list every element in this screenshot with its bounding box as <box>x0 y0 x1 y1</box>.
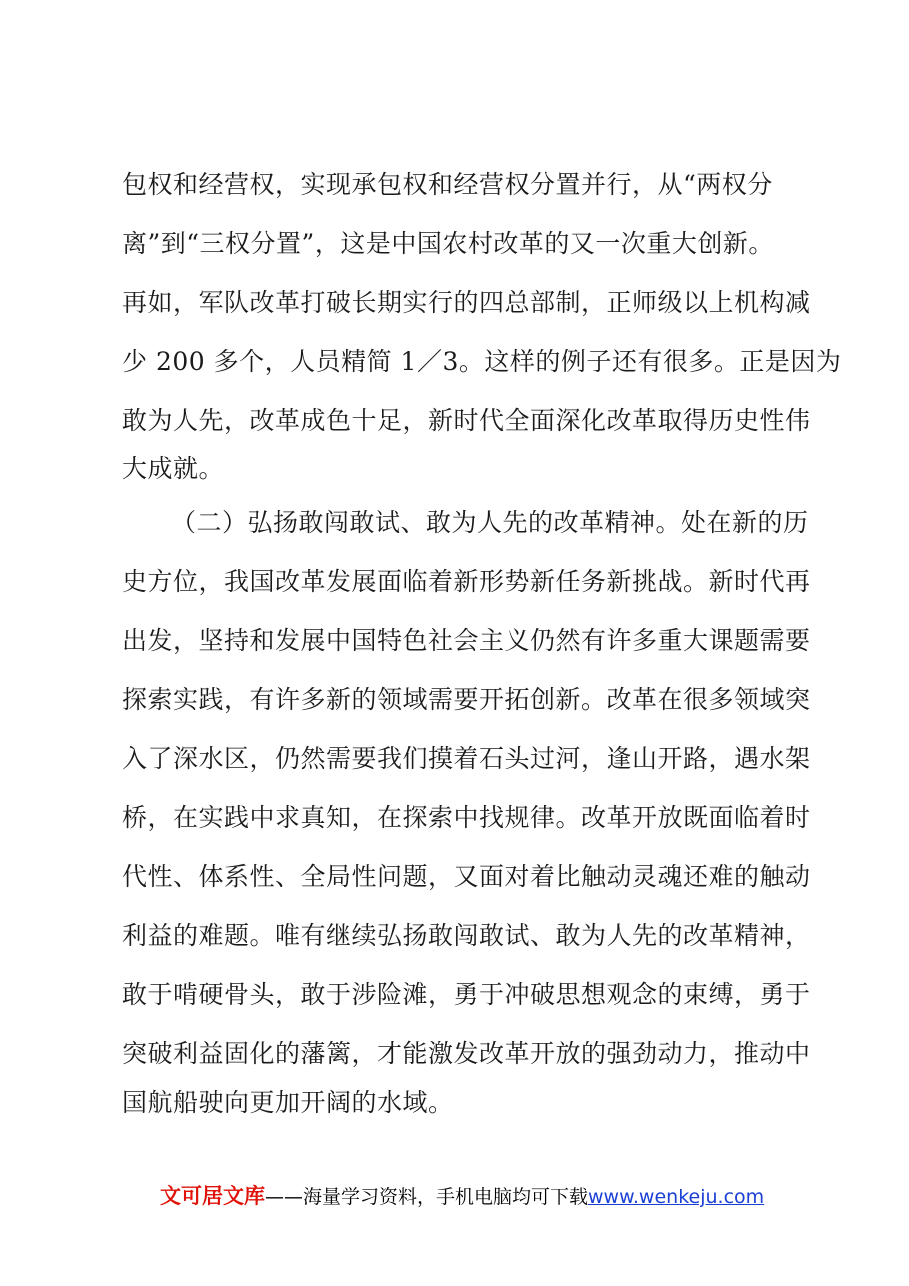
section-heading-line: （二）弘扬敢闯敢试、敢为人先的改革精神。处在新的历 <box>171 508 809 537</box>
paragraph-line: 桥，在实践中求真知，在探索中找规律。改革开放既面临着时 <box>122 803 811 832</box>
paragraph-line: 大成就。 <box>122 454 225 483</box>
paragraph-line: 少 200 多个，人员精简 1／3。这样的例子还有很多。正是因为 <box>122 347 842 376</box>
footer-website-link[interactable]: www.wenkeju.com <box>588 1186 765 1208</box>
footer-brand: 文可居文库 <box>160 1184 265 1208</box>
footer-banner <box>160 1182 764 1211</box>
paragraph-line: 出发，坚持和发展中国特色社会主义仍然有许多重大课题需要 <box>122 626 811 655</box>
paragraph-line: 敢为人先，改革成色十足，新时代全面深化改革取得历史性伟 <box>122 406 811 435</box>
paragraph-line: 入了深水区，仍然需要我们摸着石头过河，逢山开路，遇水架 <box>122 744 811 773</box>
paragraph-line: 包权和经营权，实现承包权和经营权分置并行，从“两权分 <box>122 170 773 199</box>
paragraph-line: 探索实践，有许多新的领域需要开拓创新。改革在很多领域突 <box>122 685 811 714</box>
paragraph-line: 再如，军队改革打破长期实行的四总部制，正师级以上机构减 <box>122 288 811 317</box>
paragraph-line: 史方位，我国改革发展面临着新形势新任务新挑战。新时代再 <box>122 567 811 596</box>
paragraph-line: 突破利益固化的藩篱，才能激发改革开放的强劲动力，推动中 <box>122 1039 811 1068</box>
paragraph-line: 代性、体系性、全局性问题，又面对着比触动灵魂还难的触动 <box>122 862 811 891</box>
paragraph-line: 离”到“三权分置”，这是中国农村改革的又一次重大创新。 <box>122 229 774 258</box>
footer-tagline: 海量学习资料，手机电脑均可下载 <box>303 1186 589 1208</box>
paragraph-line: 国航船驶向更加开阔的水域。 <box>122 1088 454 1117</box>
paragraph-line: 敢于啃硬骨头，敢于涉险滩，勇于冲破思想观念的束缚，勇于 <box>122 980 811 1009</box>
paragraph-line: 利益的难题。唯有继续弘扬敢闯敢试、敢为人先的改革精神， <box>122 921 811 950</box>
footer-dash: —— <box>265 1186 303 1208</box>
